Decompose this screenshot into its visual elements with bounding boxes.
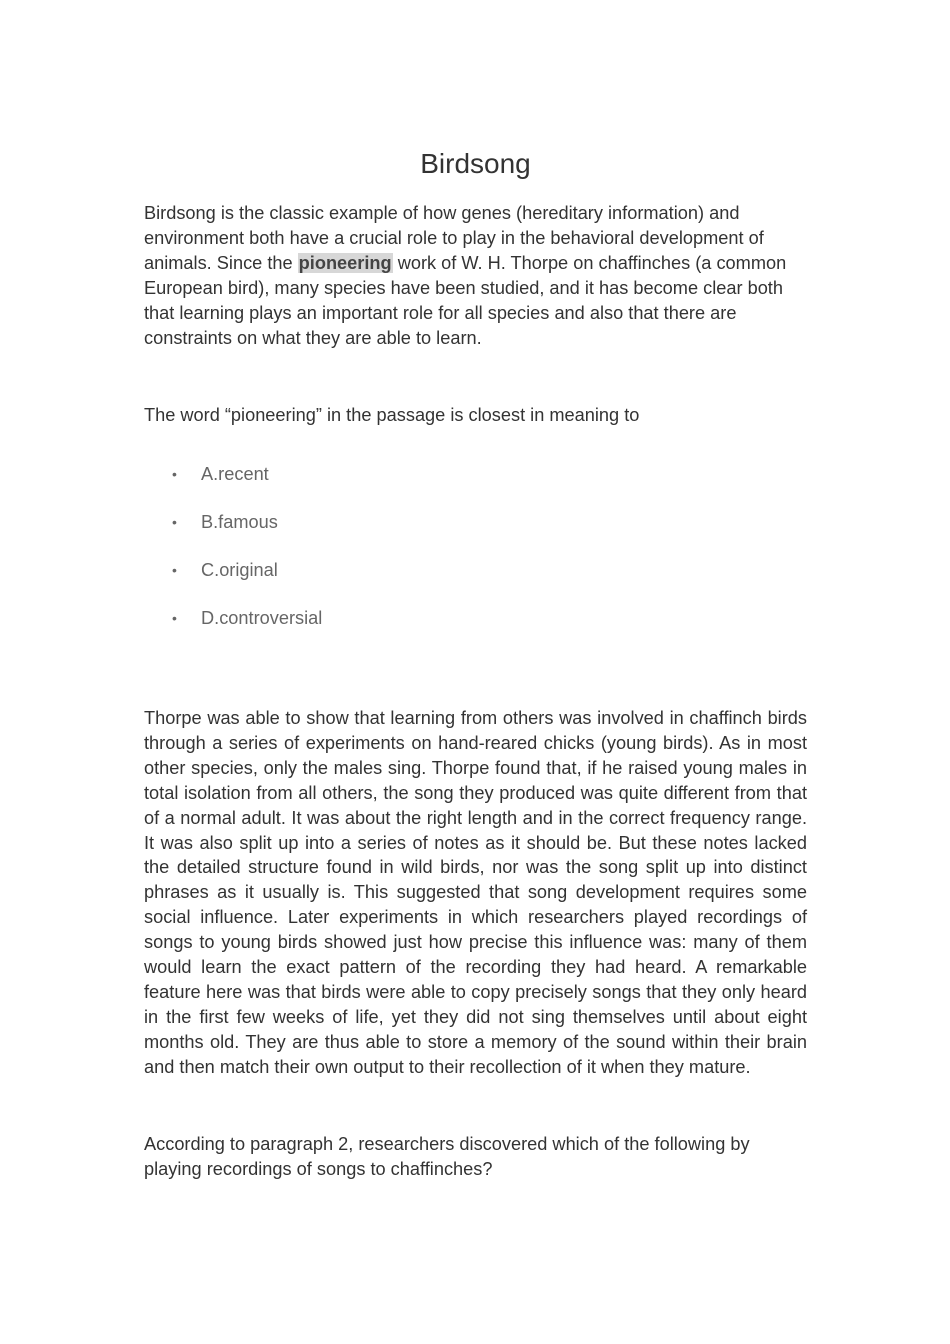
bullet-icon: • [172,610,177,626]
passage-paragraph-1 [144,201,807,350]
question-1: The word “pioneering” in the passage is closest in meaning to [144,405,640,425]
bullet-icon: • [172,514,177,530]
paragraph-1-text-after: work of W. H. Thorpe on chaffinches (a common European bird), many species have been studied, and it has become clear both that learning plays an important role for all species and also that there are constraints on what they are able to learn. [144,252,787,348]
option-label: C.original [201,560,278,580]
answer-option-a[interactable] [144,461,322,509]
highlighted-word: pioneering [298,252,392,273]
answer-option-c[interactable] [144,557,322,605]
question-2: According to paragraph 2, researchers discovered which of the following by playing recordings of songs to chaffinches? [144,1134,750,1179]
option-label: D.controversial [201,608,323,628]
passage-paragraph-2: Thorpe was able to show that learning from others was involved in chaffinch birds through a series of experiments on hand-reared chicks (young birds). As in most other species, only the males sing. Thorpe found that, if he raised young males in total isolation from all others, the song they produced was quite different from that of a normal adult. It was about the right length and in the correct frequency range. It was also split up into a series of notes as it should be. But these notes lacked the detailed structure found in wild birds, nor was the song split up into distinct phrases as it usually is. This suggested that song development requires some social influence. Later experiments in which researchers played recordings of songs to young birds showed just how precise this influence was: many of them would learn the exact pattern of the recording they had heard. A remarkable feature here was that birds were able to copy precisely songs that they only heard in the first few weeks of life, yet they did not sing themselves until about eight months old. They are thus able to store a memory of the sound within their brain and then match their own output to their recollection of it when they mature. [144,708,807,1077]
paragraph-1-text-before: Birdsong is the classic example of how genes (hereditary information) and environment both have a crucial role to play in the behavioral development of animals. Since the [144,203,764,273]
option-label: A.recent [201,464,269,484]
answer-options-list [144,461,322,653]
page-title: Birdsong [420,148,531,179]
bullet-icon: • [172,466,177,482]
bullet-icon: • [172,562,177,578]
answer-option-b[interactable] [144,509,322,557]
answer-option-d[interactable] [144,605,322,653]
option-label: B.famous [201,512,278,532]
